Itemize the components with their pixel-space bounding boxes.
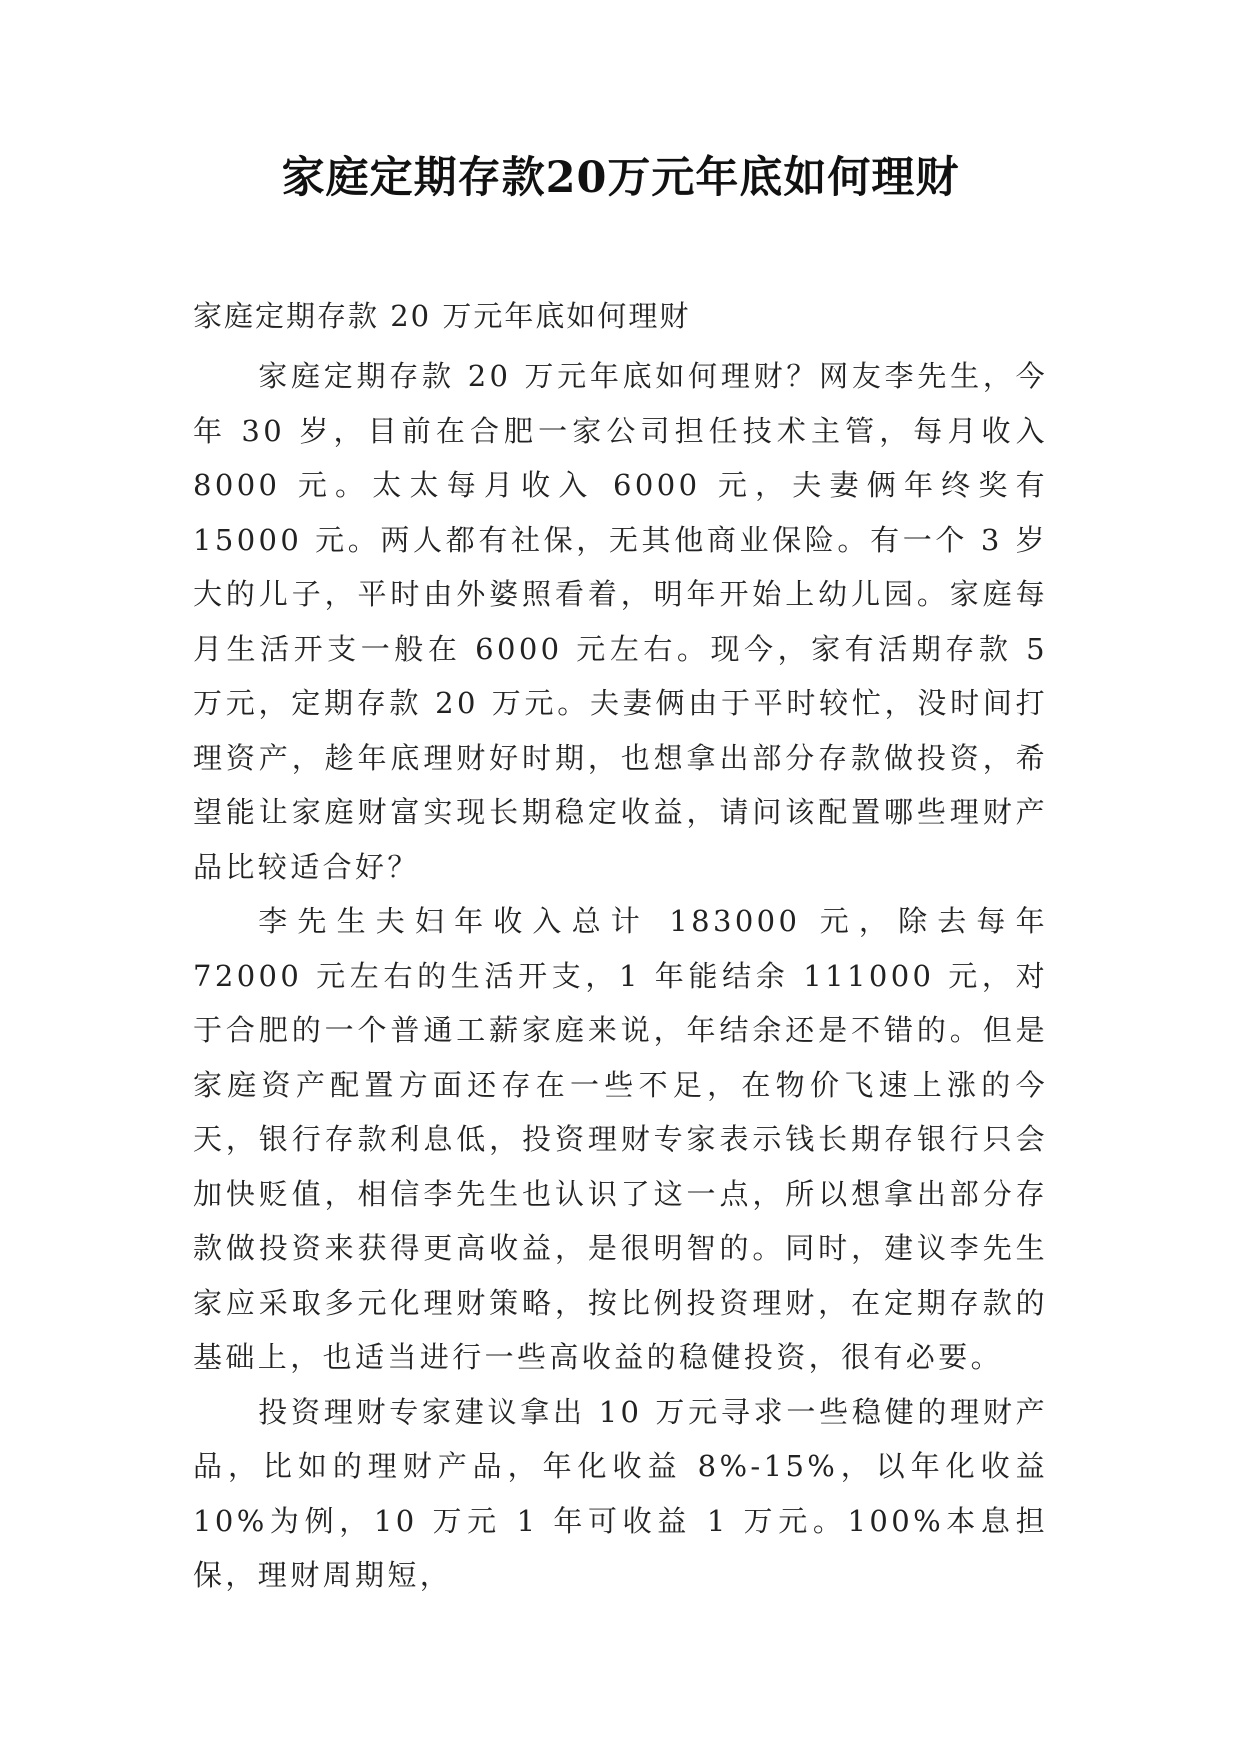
- paragraph-3: 投资理财专家建议拿出 10 万元寻求一些稳健的理财产品，比如的理财产品，年化收益 8%-15%，以年化收益 10%为例，10 万元 1 年可收益 1 万元。100%本息担保，理财周期短，: [193, 1394, 1048, 1592]
- document-subtitle: 家庭定期存款 20 万元年底如何理财: [193, 299, 691, 333]
- paragraph-2: 李先生夫妇年收入总计 183000 元，除去每年 72000 元左右的生活开支，1 年能结余 111000 元，对于合肥的一个普通工薪家庭来说，年结余还是不错的。但是家庭资产配置方面还存在一些不足，在物价飞速上涨的今天，银行存款利息低，投资理财专家表示钱长期存银行只会加快贬值，相信李先生也认识了这一点，所以想拿出部分存款做投资来获得更高收益，是很明智的。同时，建议李先生家应采取多元化理财策略，按比例投资理财，在定期存款的基础上，也适当进行一些高收益的稳健投资，很有必要。: [193, 904, 1048, 1374]
- document-body: [193, 349, 1048, 1603]
- document-title: 家庭定期存款20万元年底如何理财: [281, 153, 960, 203]
- paragraph-1: 家庭定期存款 20 万元年底如何理财？网友李先生，今年 30 岁，目前在合肥一家公司担任技术主管，每月收入 8000 元。太太每月收入 6000 元，夫妻俩年终奖有 15000 元。两人都有社保，无其他商业保险。有一个 3 岁大的儿子，平时由外婆照看着，明年开始上幼儿园。家庭每月生活开支一般在 6000 元左右。现今，家有活期存款 5 万元，定期存款 20 万元。夫妻俩由于平时较忙，没时间打理资产，趁年底理财好时期，也想拿出部分存款做投资，希望能让家庭财富实现长期稳定收益，请问该配置哪些理财产品比较适合好？: [193, 359, 1048, 884]
